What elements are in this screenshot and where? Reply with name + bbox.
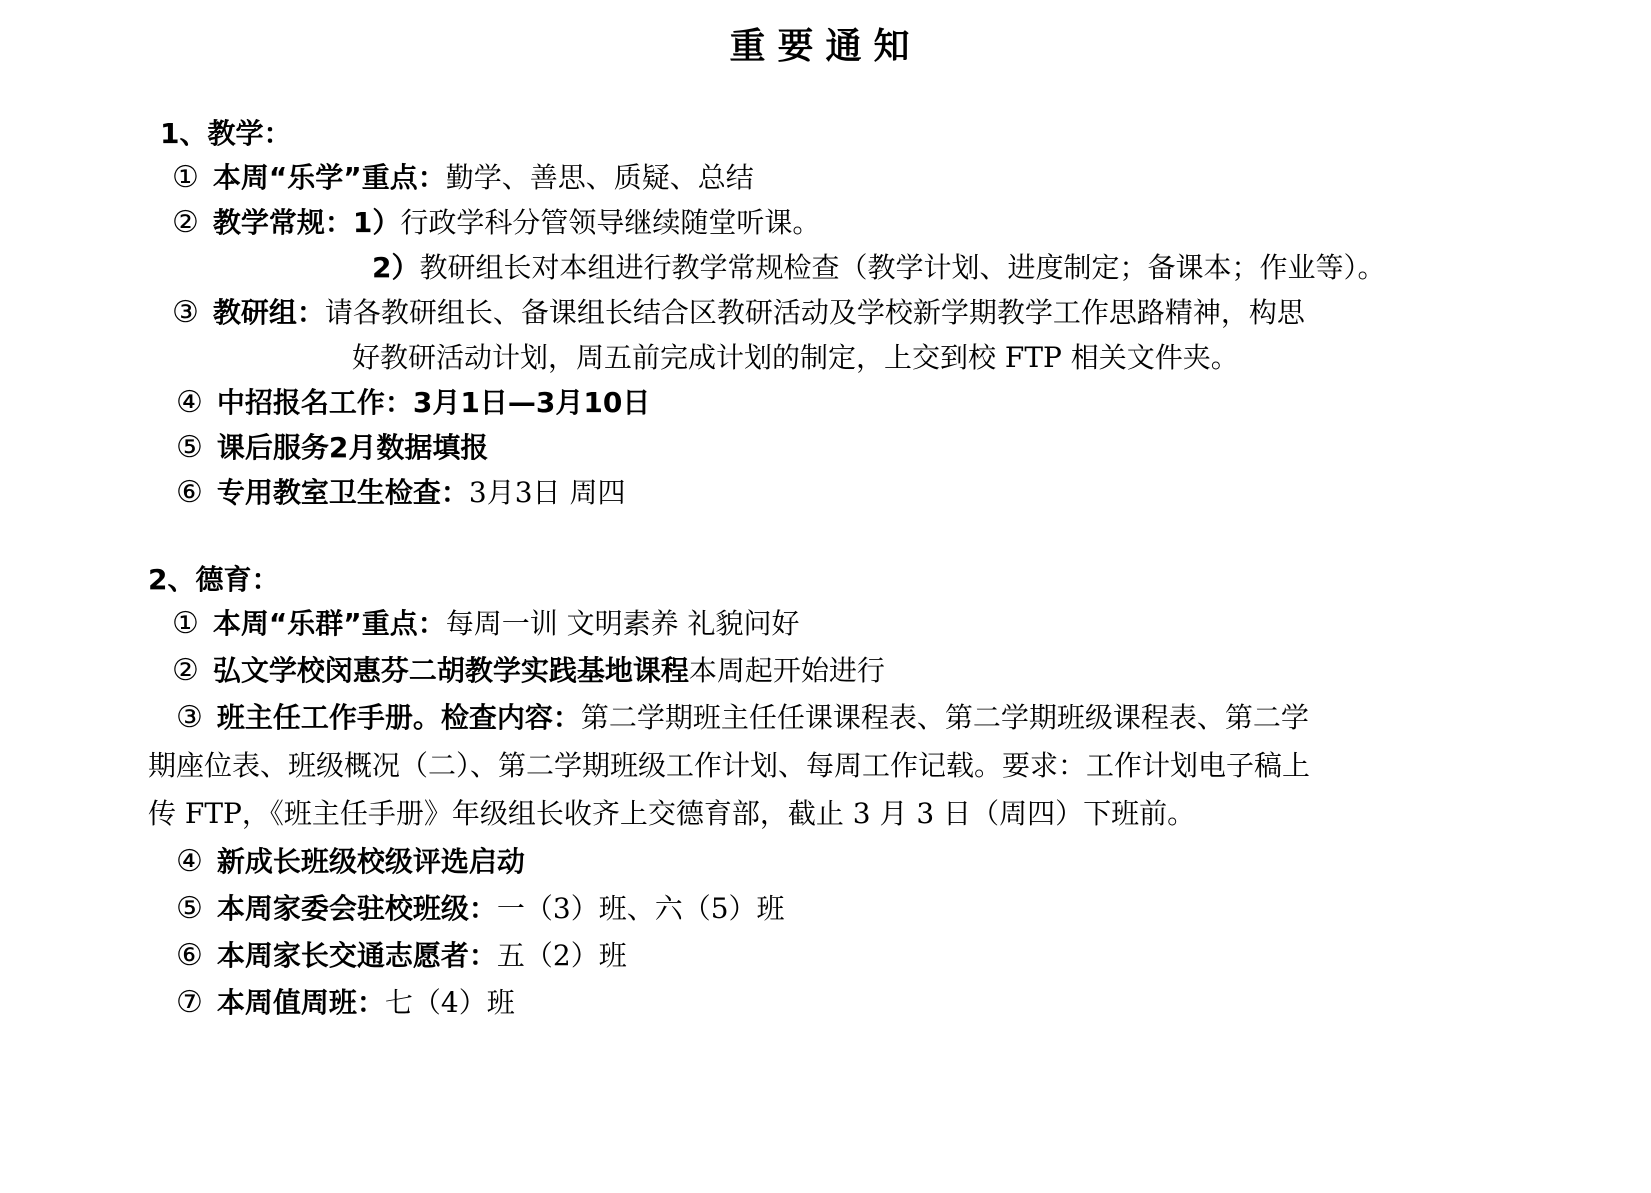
moral-item-7 [176,985,515,1021]
item-text: 七（4）班 [384,986,515,1019]
item-number: ④ [176,385,203,420]
teaching-item-3 [172,295,1305,331]
item-number: ③ [172,295,199,330]
item-number: ② [172,205,199,240]
item-label: 教学常规：1） [212,206,401,239]
item-label: 新成长班级校级评选启动 [216,845,525,878]
item-number: ⑥ [176,938,203,973]
item-label: 中招报名工作：3月1日—3月10日 [216,386,651,419]
item-text: 五（2）班 [496,939,627,972]
item-label: 本周值周班： [216,986,385,1019]
item-text: 每周一训 文明素养 礼貌问好 [445,607,800,640]
item-text: 一（3）班、六（5）班 [496,892,785,925]
teaching-item-2-sub [372,250,1386,286]
item-number: ⑥ [176,475,203,510]
teaching-item-2 [172,205,820,241]
moral-item-5 [176,891,785,927]
item-text: 第二学期班主任任课课程表、第二学期班级课程表、第二学 [580,701,1309,734]
item-text: 3月3日 周四 [468,476,626,509]
item-text: 勤学、善思、质疑、总结 [445,161,754,194]
item-label: 本周家委会驻校班级： [216,892,497,925]
teaching-item-3-continuation: 好教研活动计划，周五前完成计划的制定，上交到校 FTP 相关文件夹。 [352,341,1239,374]
page-title: 重要通知 [729,26,922,67]
item-number: ④ [176,844,203,879]
item-number: ① [172,160,199,195]
item-label: 班主任工作手册。检查内容： [216,701,581,734]
item-text: 本周起开始进行 [688,654,885,687]
moral-item-4 [176,844,525,880]
item-number: ② [172,653,199,688]
teaching-item-1 [172,160,754,196]
item-label: 本周“乐群”重点： [212,607,446,640]
teaching-item-4 [176,385,650,421]
moral-item-6 [176,938,627,974]
item-label: 弘文学校闵惠芬二胡教学实践基地课程 [212,654,689,687]
item-label: 课后服务2月数据填报 [216,431,489,464]
section-heading-teaching: 1、教学： [160,117,292,150]
item-number: ⑦ [176,985,203,1020]
item-number: ① [172,606,199,641]
moral-item-3-continuation-1: 期座位表、班级概况（二）、第二学期班级工作计划、每周工作记载。要求：工作计划电子稿上 [148,749,1311,782]
item-number: ⑤ [176,430,203,465]
item-sub-text: 教研组长对本组进行教学常规检查（教学计划、进度制定；备课本；作业等）。 [419,251,1386,284]
moral-item-3 [176,700,1309,736]
item-number: ③ [176,700,203,735]
moral-item-1 [172,606,800,642]
moral-item-3-continuation-2: 传 FTP，《班主任手册》年级组长收齐上交德育部，截止 3 月 3 日（周四）下班前。 [148,797,1196,830]
item-label: 专用教室卫生检查： [216,476,469,509]
item-text: 请各教研组长、备课组长结合区教研活动及学校新学期教学工作思路精神，构思 [324,296,1305,329]
item-text: 行政学科分管领导继续随堂听课。 [400,206,821,239]
item-label: 教研组： [212,296,325,329]
item-label: 本周“乐学”重点： [212,161,446,194]
item-sub-label: 2） [372,251,420,284]
item-label: 本周家长交通志愿者： [216,939,497,972]
teaching-item-5 [176,430,488,466]
section-heading-moral: 2、德育： [148,563,280,596]
item-number: ⑤ [176,891,203,926]
moral-item-2 [172,653,885,689]
teaching-item-6 [176,475,625,511]
